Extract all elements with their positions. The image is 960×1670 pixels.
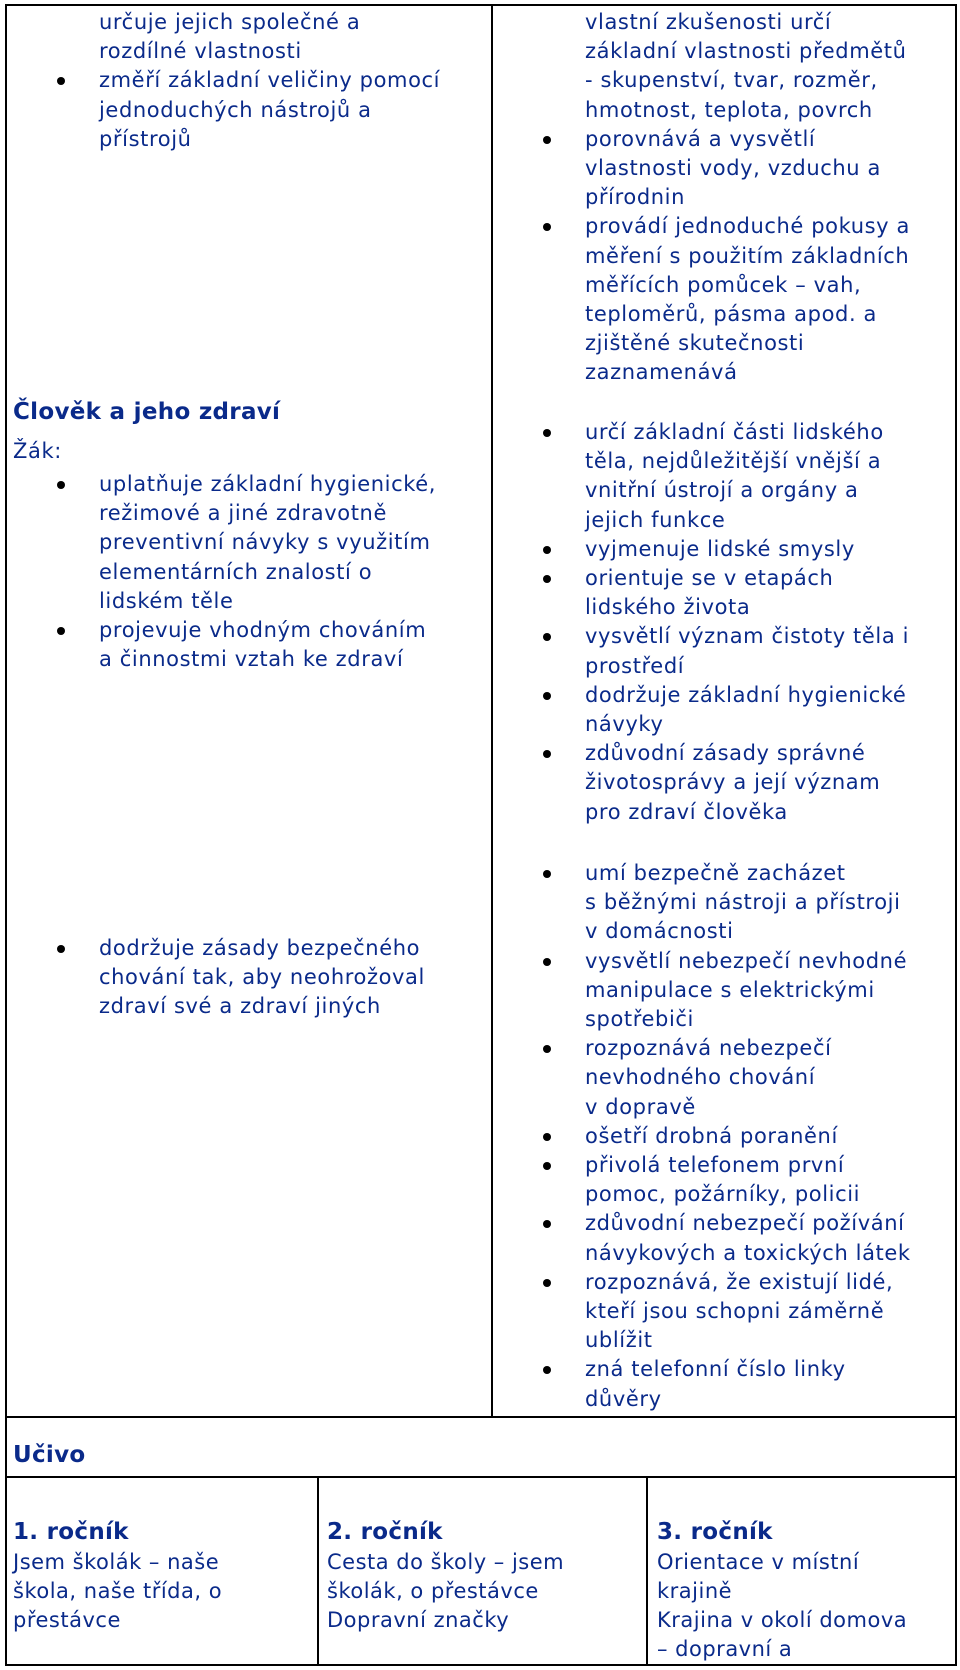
list-item: vysvětlí význam čistoty těla i xyxy=(585,622,909,651)
safety-left-list xyxy=(99,934,425,1022)
list-item: zdůvodní nebezpečí požívání xyxy=(585,1209,911,1238)
row-divider-ucivo xyxy=(5,1416,957,1418)
list-line: nevhodného chování xyxy=(585,1065,816,1090)
content-line: Cesta do školy – jsem xyxy=(327,1550,565,1574)
list-item: orientuje se v etapách xyxy=(585,564,909,593)
list-line: základní vlastnosti předmětů xyxy=(585,39,907,64)
table-border-bottom xyxy=(5,1664,957,1666)
year-3-heading: 3. ročník xyxy=(657,1519,773,1545)
list-line: zdraví své a zdraví jiných xyxy=(99,994,381,1019)
year-divider-1 xyxy=(317,1476,319,1666)
list-line: lidském těle xyxy=(99,588,234,613)
safety-right-list xyxy=(585,859,911,1414)
list-line: jejich funkce xyxy=(585,507,726,532)
list-line: preventivní návyky s využitím xyxy=(99,530,431,555)
list-item: dodržuje zásady bezpečného xyxy=(99,934,425,963)
year-3-content xyxy=(657,1548,907,1664)
list-line: důvěry xyxy=(585,1386,662,1411)
right-top-list xyxy=(585,8,910,388)
list-line: vnitřní ústrojí a orgány a xyxy=(585,478,859,503)
list-line: životosprávy a její význam xyxy=(585,770,881,795)
list-item: vysvětlí nebezpečí nevhodné xyxy=(585,947,911,976)
year-2-heading: 2. ročník xyxy=(327,1519,443,1545)
list-line: pomoc, požárníky, policii xyxy=(585,1182,861,1207)
list-line: těla, nejdůležitější vnější a xyxy=(585,449,882,474)
list-line: a činnostmi vztah ke zdraví xyxy=(99,647,404,672)
list-item: určí základní části lidského xyxy=(585,418,909,447)
list-line: přírodnin xyxy=(585,185,686,210)
list-line: režimové a jiné zdravotně xyxy=(99,501,387,526)
year-1-content xyxy=(13,1548,222,1635)
column-divider xyxy=(491,4,493,1416)
content-line: přestávce xyxy=(13,1608,121,1632)
list-line: jednoduchých nástrojů a xyxy=(99,97,372,122)
list-line: vlastnosti vody, vzduchu a xyxy=(585,156,881,181)
list-line: teploměrů, pásma apod. a xyxy=(585,302,877,327)
left-top-list xyxy=(99,8,440,154)
list-line: zaznamenává xyxy=(585,360,738,385)
list-line: manipulace s elektrickými xyxy=(585,977,875,1002)
list-line: elementárních znalostí o xyxy=(99,559,373,584)
year-2-content xyxy=(327,1548,564,1635)
list-item: změří základní veličiny pomocí xyxy=(99,66,440,95)
list-line: návykových a toxických látek xyxy=(585,1240,911,1265)
content-line: Krajina v okolí domova xyxy=(657,1608,908,1632)
health-left-list xyxy=(99,470,436,674)
list-item: provádí jednoduché pokusy a xyxy=(585,212,910,241)
list-item: dodržuje základní hygienické xyxy=(585,681,909,710)
list-line: spotřebiči xyxy=(585,1007,694,1032)
list-line: s běžnými nástroji a přístroji xyxy=(585,890,901,915)
list-line: ublížit xyxy=(585,1328,653,1353)
section-subheading: Žák: xyxy=(13,439,62,463)
list-item: vyjmenuje lidské smysly xyxy=(585,535,909,564)
list-line: přístrojů xyxy=(99,126,192,151)
list-line: rozdílné vlastnosti xyxy=(99,39,302,64)
list-item: rozpoznává nebezpečí xyxy=(585,1034,911,1063)
list-line: měřících pomůcek – vah, xyxy=(585,272,862,297)
ucivo-heading: Učivo xyxy=(13,1442,86,1468)
list-item: přivolá telefonem první xyxy=(585,1151,911,1180)
list-line: lidského života xyxy=(585,595,751,620)
list-line: - skupenství, tvar, rozměr, xyxy=(585,68,878,93)
list-item: porovnává a vysvětlí xyxy=(585,125,910,154)
year-1-heading: 1. ročník xyxy=(13,1519,129,1545)
health-right-list xyxy=(585,418,909,827)
content-line: školák, o přestávce xyxy=(327,1579,539,1603)
list-item: uplatňuje základní hygienické, xyxy=(99,470,436,499)
list-line: určuje jejich společné a xyxy=(99,10,361,34)
content-line: Dopravní značky xyxy=(327,1608,510,1632)
list-item: rozpoznává, že existují lidé, xyxy=(585,1268,911,1297)
list-line: měření s použitím základních xyxy=(585,243,910,268)
content-line: – dopravní a xyxy=(657,1637,793,1661)
list-line: zjištěné skutečnosti xyxy=(585,331,805,356)
content-line: Orientace v místní xyxy=(657,1550,860,1574)
list-line: hmotnost, teplota, povrch xyxy=(585,97,873,122)
list-line: v dopravě xyxy=(585,1094,696,1119)
list-line: návyky xyxy=(585,712,664,737)
list-line: v domácnosti xyxy=(585,919,734,944)
content-line: krajině xyxy=(657,1579,733,1603)
list-line: pro zdraví člověka xyxy=(585,799,788,824)
section-heading: Člověk a jeho zdraví xyxy=(13,399,281,425)
content-line: Jsem školák – naše xyxy=(13,1550,220,1574)
list-line: chování tak, aby neohrožoval xyxy=(99,965,425,990)
content-line: škola, naše třída, o xyxy=(13,1579,223,1603)
list-item: ošetří drobná poranění xyxy=(585,1122,911,1151)
table-border-top xyxy=(5,4,957,6)
list-item: zná telefonní číslo linky xyxy=(585,1355,911,1384)
list-line: prostředí xyxy=(585,653,685,678)
list-item: umí bezpečně zacházet xyxy=(585,859,911,888)
list-line: vlastní zkušenosti určí xyxy=(585,10,832,34)
list-item: projevuje vhodným chováním xyxy=(99,616,436,645)
year-divider-2 xyxy=(646,1476,648,1666)
row-divider-years xyxy=(5,1476,957,1478)
list-line: kteří jsou schopni záměrně xyxy=(585,1299,885,1324)
list-item: zdůvodní zásady správné xyxy=(585,739,909,768)
